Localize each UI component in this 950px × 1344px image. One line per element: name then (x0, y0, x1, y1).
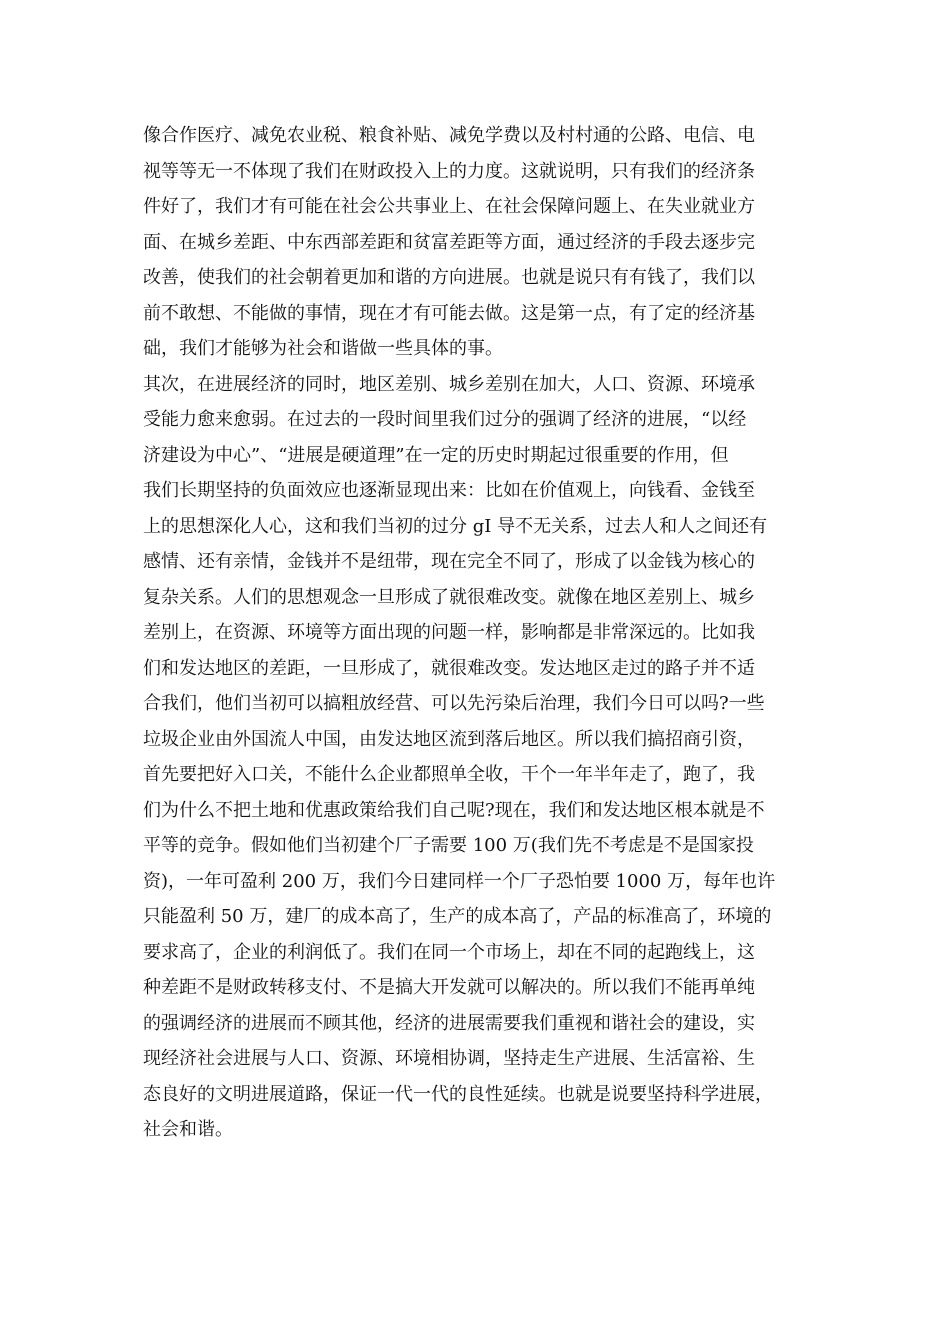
text-line: 础，我们才能够为社会和谐做一些具体的事。 (143, 338, 503, 359)
text-line: 上的思想深化人心，这和我们当初的过分 gI 导不无关系，过去人和人之间还有 (143, 515, 768, 537)
text-line: 改善，使我们的社会朝着更加和谐的方向进展。也就是说只有有钱了，我们以 (143, 267, 755, 288)
text-line: 平等的竞争。假如他们当初建个厂子需要 100 万(我们先不考虑是不是国家投 (143, 835, 754, 856)
text-line: 其次，在进展经济的同时，地区差别、城乡差别在加大，人口、资源、环境承 (143, 373, 755, 395)
text-line: 要求高了，企业的利润低了。我们在同一个市场上，却在不同的起跑线上，这 (143, 941, 755, 963)
text-line: 复杂关系。人们的思想观念一旦形成了就很难改变。就像在地区差别上、城乡 (143, 586, 755, 608)
text-line: 受能力愈来愈弱。在过去的一段时间里我们过分的强调了经济的进展，“以经 (143, 409, 747, 430)
text-line: 的强调经济的进展而不顾其他，经济的进展需要我们重视和谐社会的建设，实 (143, 1012, 755, 1034)
document-body (143, 118, 823, 1148)
text-line: 垃圾企业由外国流人中国，由发达地区流到落后地区。所以我们搞招商引资， (143, 728, 755, 750)
text-line: 资)，一年可盈利 200 万，我们今日建同样一个厂子恐怕要 1000 万，每年也许 (143, 870, 776, 892)
text-line: 现经济社会进展与人口、资源、环境相协调，坚持走生产进展、生活富裕、生 (143, 1048, 755, 1069)
text-line: 件好了，我们才有可能在社会公共事业上、在社会保障问题上、在失业就业方 (143, 196, 755, 217)
text-line: 视等等无一不体现了我们在财政投入上的力度。这就说明，只有我们的经济条 (143, 160, 755, 182)
text-line: 面、在城乡差距、中东西部差距和贫富差距等方面，通过经济的手段去逐步完 (143, 231, 755, 253)
text-line: 像合作医疗、减免农业税、粮食补贴、减免学费以及村村通的公路、电信、电 (143, 125, 755, 146)
text-line: 们和发达地区的差距，一旦形成了，就很难改变。发达地区走过的路子并不适 (143, 657, 755, 679)
text-line: 差别上，在资源、环境等方面出现的问题一样，影响都是非常深远的。比如我 (143, 622, 755, 643)
text-line: 只能盈利 50 万，建厂的成本高了，生产的成本高了，产品的标准高了，环境的 (143, 906, 772, 927)
text-line: 合我们，他们当初可以搞粗放经营、可以先污染后治理，我们今日可以吗?一些 (143, 693, 765, 714)
text-line: 首先要把好入口关，不能什么企业都照单全收，干个一年半年走了，跑了，我 (143, 764, 755, 785)
text-line: 态良好的文明进展道路，保证一代一代的良性延续。也就是说要坚持科学进展， (143, 1083, 773, 1105)
text-line: 前不敢想、不能做的事情，现在才有可能去做。这是第一点，有了定的经济基 (143, 302, 755, 324)
text-line: 感情、还有亲情，金钱并不是纽带，现在完全不同了，形成了以金钱为核心的 (143, 551, 755, 572)
text-line: 们为什么不把土地和优惠政策给我们自己呢?现在，我们和发达地区根本就是不 (143, 799, 765, 821)
text-line: 种差距不是财政转移支付、不是搞大开发就可以解决的。所以我们不能再单纯 (143, 977, 755, 998)
text-line: 我们长期坚持的负面效应也逐渐显现出来：比如在价值观上，向钱看、金钱至 (143, 480, 755, 501)
text-line: 济建设为中心”、“进展是硬道理”在一定的历史时期起过很重要的作用，但 (143, 444, 729, 466)
text-line: 社会和谐。 (143, 1119, 233, 1140)
